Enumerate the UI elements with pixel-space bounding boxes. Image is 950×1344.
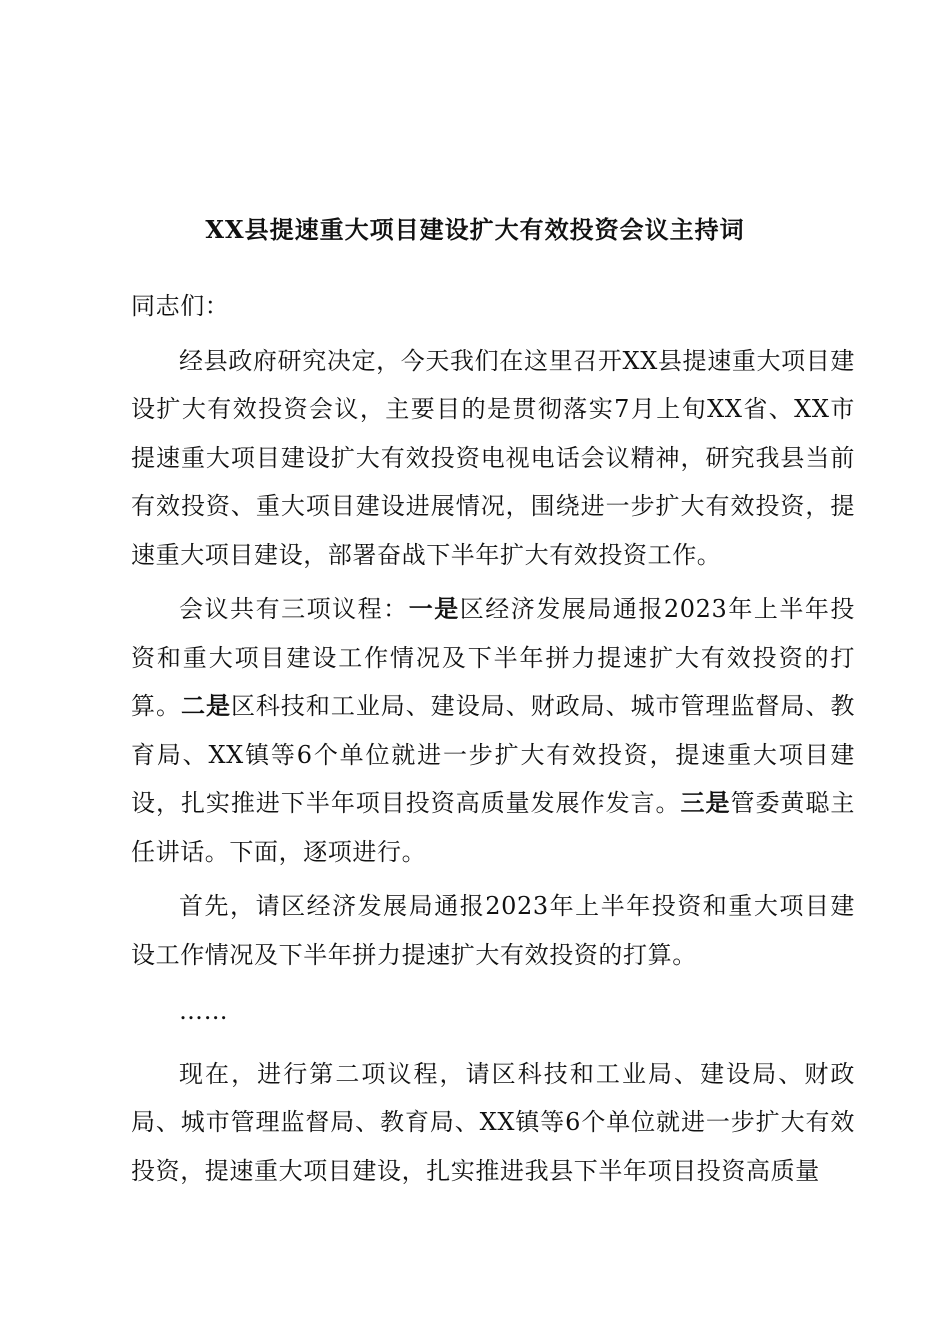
document-body	[131, 282, 855, 1201]
paragraph-1: 经县政府研究决定，今天我们在这里召开XX县提速重大项目建设扩大有效投资会议，主要目的是贯彻落实7月上旬XX省、XX市提速重大项目建设扩大有效投资电视电话会议精神，研究我县当前有效投资、重大项目建设进展情况，围绕进一步扩大有效投资，提速重大项目建设，部署奋战下半年扩大有效投资工作。	[131, 346, 855, 569]
salutation: 同志们：	[131, 292, 230, 320]
agenda-item-3-label: 三是	[680, 788, 731, 817]
paragraph-3: 首先，请区经济发展局通报2023年上半年投资和重大项目建设工作情况及下半年拼力提速扩大有效投资的打算。	[131, 892, 855, 969]
agenda-item-1-label: 一是	[408, 594, 460, 623]
agenda-intro: 会议共有三项议程：	[179, 595, 409, 623]
paragraph-4: 现在，进行第二项议程，请区科技和工业局、建设局、财政局、城市管理监督局、教育局、XX镇等6个单位就进一步扩大有效投资，提速重大项目建设，扎实推进我县下半年项目投资高质量	[131, 1059, 855, 1185]
agenda-item-2-label: 二是	[180, 691, 231, 720]
agenda-item-3-text: 管委黄聪主任讲话。下面，逐项进行。	[131, 789, 856, 866]
agenda-item-2-text: 区科技和工业局、建设局、财政局、城市管理监督局、教育局、XX镇等6个单位就进一步扩大有效投资，提速重大项目建设，扎实推进下半年项目投资高质量发展作发言。	[131, 692, 856, 817]
agenda-item-1-text: 区经济发展局通报2023年上半年投资和重大项目建设工作情况及下半年拼力提速扩大有效投资的打算。	[131, 595, 856, 720]
paragraph-2	[131, 585, 855, 876]
ellipsis: ……	[179, 997, 229, 1025]
document-title: XX县提速重大项目建设扩大有效投资会议主持词	[205, 215, 745, 244]
